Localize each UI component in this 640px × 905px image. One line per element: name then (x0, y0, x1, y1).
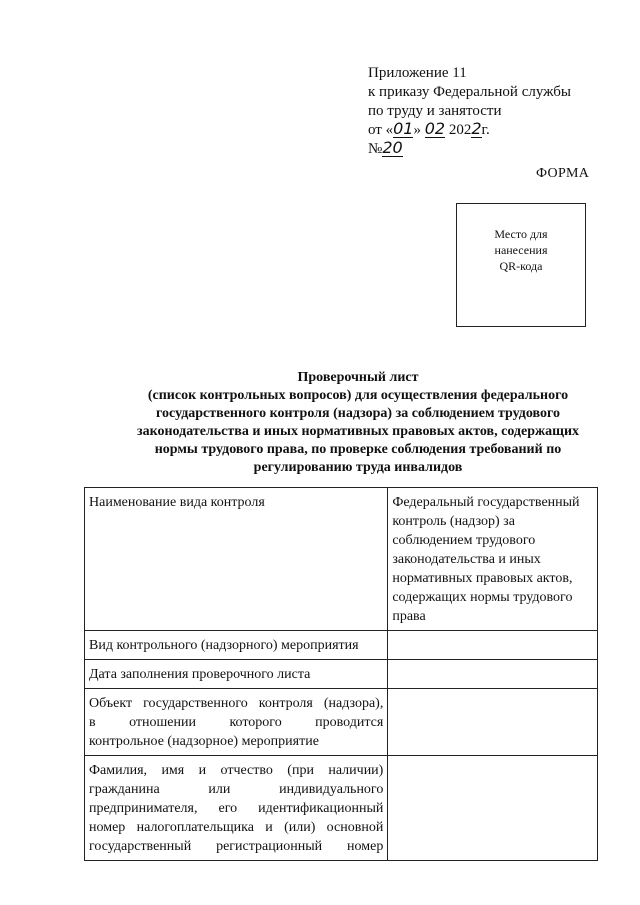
person-details-label-line: предпринимателя, его идентификационный (89, 801, 384, 816)
title-line-6: регулированию труда инвалидов (253, 460, 463, 475)
number-prefix: № (368, 141, 383, 157)
person-details-label-line: номер налогоплательщика и (или) основной (89, 820, 384, 835)
title-line-5: нормы трудового права, по проверке соблюдения требований по (154, 442, 562, 457)
checklist-table (84, 487, 598, 861)
order-reference: к приказу Федеральной службы (368, 84, 572, 100)
order-number (368, 140, 571, 159)
date-mid: » (413, 122, 421, 138)
title-line-1: Проверочный лист (297, 370, 419, 385)
table-row (85, 660, 598, 689)
appendix-number: Приложение 11 (368, 65, 467, 81)
control-object-label-line: в отношении которого проводится (89, 715, 384, 730)
title-line-4: законодательства и иных нормативных правовых актов, содержащих (136, 424, 580, 439)
person-details-label-line: государственный регистрационный номер (89, 839, 384, 854)
control-object-label-line: контрольное (надзорное) мероприятие (89, 734, 319, 749)
control-type-value-line: контроль (надзор) за (392, 514, 515, 529)
control-type-value-line: Федеральный государственный (392, 495, 580, 510)
table-row (85, 756, 598, 861)
appendix-header (368, 64, 571, 159)
title-line-2: (список контрольных вопросов) для осуществления федерального (147, 388, 569, 403)
control-type-value-line: содержащих нормы трудового (392, 590, 573, 605)
control-type-value-line: права (392, 609, 426, 624)
control-type-value-line: законодательства и иных (392, 552, 541, 567)
qr-line-1: Место для (494, 227, 548, 241)
number-value-handwritten: 20 (382, 138, 403, 157)
qr-line-3: QR-кода (499, 259, 543, 273)
person-details-value[interactable] (388, 756, 598, 861)
date-prefix: от « (368, 122, 394, 138)
control-type-value-line: соблюдением трудового (392, 533, 536, 548)
document-title (108, 369, 608, 477)
fill-date-value[interactable] (388, 660, 598, 689)
control-type-label: Наименование вида контроля (85, 488, 388, 631)
date-month-handwritten: 02 (424, 119, 446, 138)
person-details-label-line: Фамилия, имя и отчество (при наличии) (89, 763, 384, 778)
table-row (85, 488, 598, 631)
fill-date-label: Дата заполнения проверочного листа (85, 660, 388, 689)
event-type-label: Вид контрольного (надзорного) мероприятия (85, 631, 388, 660)
control-object-label (85, 689, 388, 756)
form-label: ФОРМА (536, 166, 590, 181)
qr-line-2: нанесения (494, 243, 548, 257)
person-details-label (85, 756, 388, 861)
control-type-value (388, 488, 598, 631)
event-type-value[interactable] (388, 631, 598, 660)
control-object-value[interactable] (388, 689, 598, 756)
date-day-handwritten: 01 (393, 119, 414, 138)
title-line-3: государственного контроля (надзора) за соблюдением трудового (156, 406, 560, 421)
control-object-label-line: Объект государственного контроля (надзора), (89, 696, 384, 711)
table-row (85, 689, 598, 756)
date-year-prefix: 202 (448, 122, 472, 138)
qr-code-placeholder (456, 203, 586, 327)
date-suffix: г. (481, 122, 490, 138)
table-row (85, 631, 598, 660)
person-details-label-line: гражданина или индивидуального (89, 782, 384, 797)
agency-name: по труду и занятости (368, 103, 502, 119)
date-year-digit-handwritten: 2 (471, 119, 482, 138)
control-type-value-line: нормативных правовых актов, (392, 571, 573, 586)
